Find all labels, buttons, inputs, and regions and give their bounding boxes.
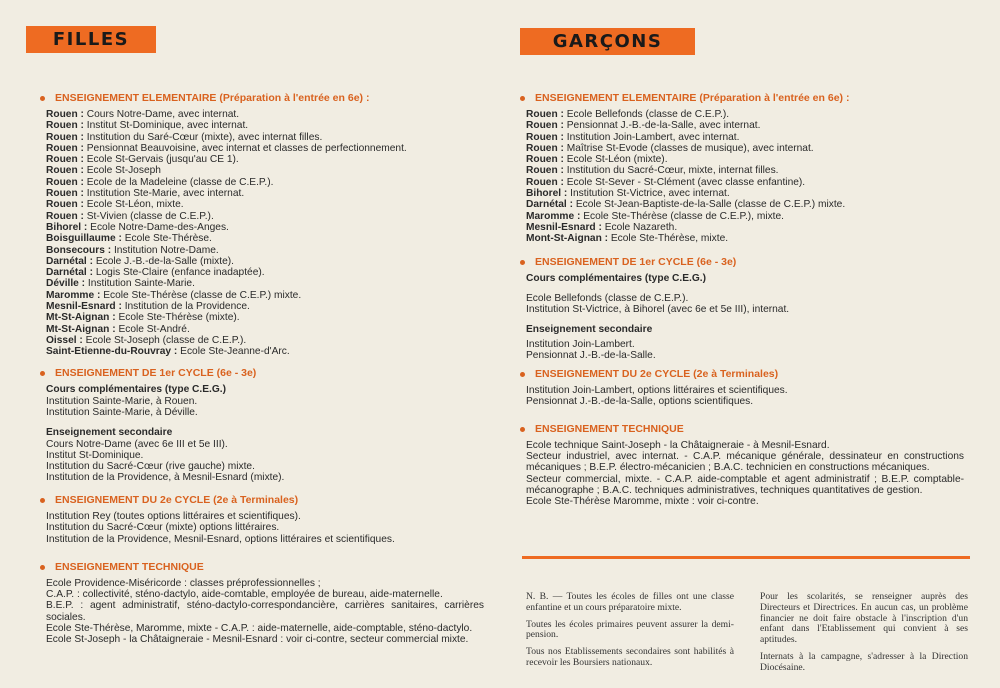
school-entry (526, 165, 849, 176)
paragraph: Ecole Ste-Thérèse Maromme, mixte : voir ci-contre. (526, 496, 759, 508)
school-entry (46, 301, 407, 312)
town-name: Rouen : (46, 165, 84, 177)
school-name: Ecole de la Madeleine (classe de C.E.P.). (83, 176, 274, 188)
school-name: Ecole Ste-Thérèse. (121, 233, 212, 245)
school-name: Institution Notre-Dame. (111, 244, 219, 256)
garcons-banner: GARÇONS (520, 28, 695, 55)
filles-cycle1-section (40, 367, 284, 484)
bullet-icon (520, 260, 525, 265)
town-name: Maromme : (46, 289, 101, 301)
school-entry (526, 120, 849, 131)
section-heading: ENSEIGNEMENT ELEMENTAIRE (Préparation à l'entrée en 6e) : (520, 92, 849, 104)
school-entry (46, 199, 407, 210)
paragraph: Ecole Providence-Miséricorde : classes préprofessionnelles ; (46, 578, 321, 589)
school-entry (46, 267, 407, 278)
town-name: Déville : (46, 278, 86, 290)
town-name: Darnétal : (46, 255, 93, 267)
garcons-technique-section (520, 423, 964, 507)
school-name: Ecole St-Léon, mixte. (83, 199, 184, 211)
filles-technique-section (40, 561, 484, 645)
school-entry (526, 143, 849, 154)
town-name: Rouen : (526, 154, 564, 166)
school-entry (526, 211, 849, 222)
paragraph: Ecole Ste-Thérèse, Maromme, mixte - C.A.P. : aide-maternelle, aide-comptable, sténo-dactylo. (46, 622, 473, 634)
town-name: Rouen : (46, 109, 84, 120)
school-name: Ecole Bellefonds (classe de C.E.P.). (563, 109, 730, 120)
school-name: Maîtrise St-Evode (classes de musique), avec internat. (563, 142, 814, 154)
town-name: Maromme : (526, 210, 581, 222)
school-entry (526, 199, 849, 210)
paragraph: B.E.P. : agent administratif, sténo-dactylo-correspondancière, carrières sanitaires, carrières sociales. (46, 600, 484, 623)
town-name: Saint-Etienne-du-Rouvray : (46, 346, 178, 358)
town-name: Rouen : (526, 142, 564, 154)
section-heading: ENSEIGNEMENT DU 2e CYCLE (2e à Terminales) (40, 494, 395, 506)
filles-banner: FILLES (26, 26, 156, 53)
town-name: Mont-St-Aignan : (526, 233, 609, 245)
school-name: Ecole Ste-Thérèse (classe de C.E.P.) mixte. (100, 289, 302, 301)
subheading: Enseignement secondaire (46, 426, 173, 438)
list-item: Institution Join-Lambert, options littéraires et scientifiques. (526, 385, 788, 396)
school-name: Institution Sainte-Marie. (85, 278, 195, 290)
list-item: Ecole Bellefonds (classe de C.E.P.). (526, 293, 689, 304)
town-name: Boisguillaume : (46, 233, 122, 245)
town-name: Darnétal : (46, 267, 93, 279)
notes-column-1 (526, 592, 734, 675)
list-item: Institution de la Providence, Mesnil-Esnard, options littéraires et scientifiques. (46, 533, 395, 545)
school-entry (526, 154, 849, 165)
school-entry (46, 312, 407, 323)
school-entry (46, 324, 407, 335)
town-name: Mesnil-Esnard : (46, 301, 122, 313)
school-entry (46, 278, 407, 289)
town-name: Mt-St-Aignan : (46, 323, 116, 335)
school-name: Institut St-Dominique, avec internat. (83, 120, 249, 132)
school-list (46, 109, 407, 358)
school-entry (526, 132, 849, 143)
list-item: Institut St-Dominique. (46, 449, 144, 461)
paragraph: Secteur industriel, avec internat. - C.A.P. mécanique générale, dessinateur en constructions mécaniques ; B.E.P. électro-mécanicien ; B.A.C. technicien en constructions mécaniques. (526, 451, 964, 474)
list-item: Cours Notre-Dame (avec 6e III et 5e III). (46, 438, 228, 450)
bullet-icon (40, 498, 45, 503)
list-item: Pensionnat J.-B.-de-la-Salle, options scientifiques. (526, 396, 754, 408)
list-item: Institution du Sacré-Cœur (rive gauche) mixte. (46, 461, 255, 473)
town-name: Rouen : (46, 188, 84, 200)
school-name: Ecole St-André. (115, 323, 190, 335)
town-name: Mt-St-Aignan : (46, 312, 116, 324)
paragraph: Ecole technique Saint-Joseph - la Châtaigneraie - à Mesnil-Esnard. (526, 440, 830, 451)
list-item: Institution Rey (toutes options littéraires et scientifiques). (46, 511, 301, 522)
bullet-icon (40, 96, 45, 101)
school-name: Ecole Ste-Thérèse (classe de C.E.P.), mixte. (580, 210, 784, 222)
town-name: Oissel : (46, 334, 83, 346)
school-entry (46, 211, 407, 222)
subheading: Cours complémentaires (type C.E.G.) (46, 384, 227, 395)
paragraph: C.A.P. : collectivité, sténo-dactylo, aide-comtable, employée de bureau, aide-maternelle. (46, 589, 443, 601)
school-name: Pensionnat J.-B.-de-la-Salle, avec internat. (563, 120, 761, 132)
town-name: Rouen : (46, 120, 84, 132)
school-name: Cours Notre-Dame, avec internat. (83, 109, 240, 120)
school-entry (46, 290, 407, 301)
school-name: Institution Ste-Marie, avec internat. (83, 188, 245, 200)
school-name: Ecole Ste-Jeanne-d'Arc. (177, 346, 290, 358)
town-name: Rouen : (526, 120, 564, 132)
section-heading: ENSEIGNEMENT TECHNIQUE (40, 561, 484, 573)
filles-elementaire-section (40, 92, 407, 358)
school-name: Ecole St-Jean-Baptiste-de-la-Salle (classe de C.E.P.) mixte. (573, 199, 846, 211)
school-entry (46, 143, 407, 154)
list-item: Institution de la Providence, à Mesnil-Esnard (mixte). (46, 472, 285, 484)
school-name: Ecole St-Gervais (jusqu'au CE 1). (83, 154, 239, 166)
school-name: Ecole St-Léon (mixte). (563, 154, 668, 166)
note-paragraph: Internats à la campagne, s'adresser à la Direction Diocésaine. (760, 650, 968, 673)
list-item: Institution du Sacré-Cœur (mixte) options littéraires. (46, 522, 280, 534)
school-entry (46, 346, 407, 357)
section-heading: ENSEIGNEMENT ELEMENTAIRE (Préparation à l'entrée en 6e) : (40, 92, 407, 104)
school-entry (526, 222, 849, 233)
garcons-elementaire-section (520, 92, 849, 245)
school-entry (46, 154, 407, 165)
garcons-cycle1-section (520, 256, 789, 361)
note-paragraph: N. B. — Toutes les écoles de filles ont une classe enfantine et un cours préparatoire mixte. (526, 591, 734, 613)
bullet-icon (520, 427, 525, 432)
school-name: Institution de la Providence. (121, 301, 250, 313)
school-entry (526, 188, 849, 199)
school-name: Ecole J.-B.-de-la-Salle (mixte). (93, 255, 234, 267)
note-paragraph: Pour les scolarités, se renseigner auprès des Directeurs et Directrices. En aucun cas, un problème financier ne doit faire obstacle à l'inscription d'un enfant dans l'Etablissement qui convient à ses aptitudes. (760, 591, 968, 646)
school-name: St-Vivien (classe de C.E.P.). (83, 210, 214, 222)
school-name: Pensionnat Beauvoisine, avec internat et classes de perfectionnement. (83, 142, 407, 154)
list-item: Institution Sainte-Marie, à Déville. (46, 407, 198, 419)
school-name: Ecole St-Sever - St-Clément (avec classe enfantine). (563, 176, 806, 188)
bullet-icon (520, 96, 525, 101)
school-name: Institution du Sacré-Cœur, mixte, internat filles. (563, 165, 779, 177)
town-name: Rouen : (46, 154, 84, 166)
section-heading: ENSEIGNEMENT TECHNIQUE (520, 423, 964, 435)
town-name: Rouen : (46, 210, 84, 222)
paragraph: Secteur commercial, mixte. - C.A.P. aide-comptable et agent administratif ; B.E.P. comptable-mécanographe ; B.A.C. techniques administratives, techniques quantitatives de gestion. (526, 473, 964, 496)
town-name: Rouen : (46, 142, 84, 154)
school-name: Ecole Ste-Thérèse (mixte). (115, 312, 240, 324)
school-entry (46, 177, 407, 188)
subheading: Cours complémentaires (type C.E.G.) (526, 273, 707, 284)
filles-cycle2-section (40, 494, 395, 545)
school-name: Ecole St-Joseph (classe de C.E.P.). (82, 334, 247, 346)
town-name: Rouen : (526, 131, 564, 143)
school-entry (46, 222, 407, 233)
town-name: Rouen : (46, 131, 84, 143)
garcons-cycle2-section (520, 368, 788, 408)
section-heading: ENSEIGNEMENT DE 1er CYCLE (6e - 3e) (520, 256, 789, 268)
school-entry (46, 335, 407, 346)
school-entry (46, 188, 407, 199)
town-name: Rouen : (526, 176, 564, 188)
school-entry (526, 233, 849, 244)
school-name: Institution Join-Lambert, avec internat. (563, 131, 740, 143)
town-name: Rouen : (46, 176, 84, 188)
list-item: Pensionnat J.-B.-de-la-Salle. (526, 349, 656, 361)
bullet-icon (40, 371, 45, 376)
school-name: Logis Ste-Claire (enfance inadaptée). (93, 267, 265, 279)
school-name: Ecole Notre-Dame-des-Anges. (87, 221, 229, 233)
town-name: Bonsecours : (46, 244, 112, 256)
section-heading: ENSEIGNEMENT DU 2e CYCLE (2e à Terminales) (520, 368, 788, 380)
school-name: Ecole Ste-Thérèse, mixte. (608, 233, 729, 245)
notes-column-2 (760, 592, 968, 680)
note-paragraph: Toutes les écoles primaires peuvent assurer la demi-pension. (526, 618, 734, 641)
town-name: Bihorel : (526, 188, 568, 200)
bullet-icon (520, 372, 525, 377)
school-name: Ecole St-Joseph (83, 165, 161, 177)
town-name: Rouen : (46, 199, 84, 211)
school-list (526, 109, 849, 245)
section-heading: ENSEIGNEMENT DE 1er CYCLE (6e - 3e) (40, 367, 284, 379)
list-item: Institution Sainte-Marie, à Rouen. (46, 396, 198, 407)
town-name: Mesnil-Esnard : (526, 221, 602, 233)
list-item: Institution St-Victrice, à Bihorel (avec 6e et 5e III), internat. (526, 304, 790, 316)
note-paragraph: Tous nos Etablissements secondaires sont habilités à recevoir les Boursiers nationaux. (526, 646, 734, 668)
bullet-icon (40, 565, 45, 570)
school-entry (46, 245, 407, 256)
town-name: Darnétal : (526, 199, 573, 211)
school-entry (526, 177, 849, 188)
subheading: Enseignement secondaire (526, 323, 653, 335)
school-entry (46, 132, 407, 143)
school-entry (46, 165, 407, 176)
school-name: Ecole Nazareth. (601, 221, 678, 233)
school-entry (526, 109, 849, 120)
town-name: Rouen : (526, 165, 564, 177)
school-entry (46, 256, 407, 267)
town-name: Bihorel : (46, 221, 88, 233)
school-name: Institution du Saré-Cœur (mixte), avec internat filles. (83, 131, 323, 143)
town-name: Rouen : (526, 109, 564, 120)
school-entry (46, 109, 407, 120)
school-entry (46, 233, 407, 244)
school-name: Institution St-Victrice, avec internat. (567, 188, 730, 200)
school-entry (46, 120, 407, 131)
paragraph: Ecole St-Joseph - la Châtaigneraie - Mesnil-Esnard : voir ci-contre, secteur commercial mixte. (46, 634, 469, 646)
orange-divider (522, 556, 970, 559)
list-item: Institution Join-Lambert. (526, 338, 635, 350)
